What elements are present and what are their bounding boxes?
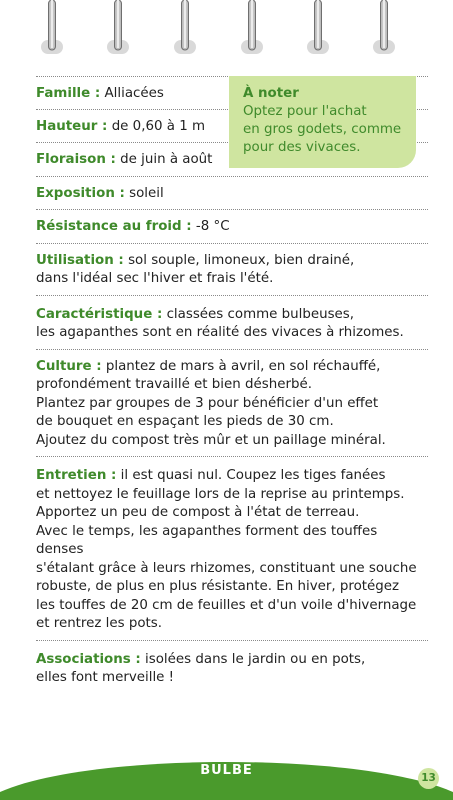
field-associations — [36, 640, 428, 694]
spiral-ring — [174, 0, 196, 54]
field-value-line: elles font merveille ! — [36, 670, 175, 685]
spiral-binding — [0, 0, 453, 62]
field-value-line: les touffes de 20 cm de feuilles et d'un voile d'hivernage — [36, 597, 417, 613]
section-label: BULBE — [200, 763, 253, 778]
field-value-line: de bouquet en espaçant les pieds de 30 cm. — [36, 414, 334, 429]
field-label: Famille : — [36, 86, 101, 101]
field-utilisation — [36, 243, 428, 295]
field-label: Exposition : — [36, 185, 125, 201]
spiral-ring — [107, 0, 129, 54]
field-text — [36, 358, 428, 377]
field-value: isolées dans le jardin ou en pots, — [145, 651, 366, 667]
note-line: en gros godets, comme — [243, 122, 402, 137]
field-value: sol souple, limoneux, bien drainé, — [128, 252, 355, 268]
field-exposition — [36, 176, 428, 210]
spiral-ring — [41, 0, 63, 54]
note-line: pour des vivaces. — [243, 140, 361, 155]
field-value-line: Plantez par groupes de 3 pour bénéficier d'un effet — [36, 395, 379, 411]
field-label: Floraison : — [36, 152, 116, 167]
field-label: Culture : — [36, 358, 102, 374]
field-value: classées comme bulbeuses, — [166, 306, 355, 322]
spiral-rings — [41, 0, 395, 54]
field-value-line: et nettoyez le feuillage lors de la reprise au printemps. — [36, 486, 405, 502]
field-value-line: les agapanthes sont en réalité des vivaces à rhizomes. — [36, 325, 404, 340]
field-label: Entretien : — [36, 468, 117, 483]
field-entretien — [36, 456, 428, 640]
note-line: Optez pour l'achat — [243, 104, 367, 119]
field-value-line: s'étalant grâce à leurs rhizomes, constituant une souche — [36, 560, 417, 576]
spiral-ring — [307, 0, 329, 54]
field-value-line: et rentrez les pots. — [36, 616, 163, 631]
field-value: de 0,60 à 1 m — [111, 118, 206, 134]
page-number: 13 — [418, 768, 439, 789]
field-text — [36, 306, 428, 325]
plant-fact-sheet — [36, 76, 428, 694]
field-culture — [36, 349, 428, 457]
field-value: de juin à août — [120, 152, 213, 167]
field-value: plantez de mars à avril, en sol réchauffé, — [105, 358, 381, 374]
field-label: Associations : — [36, 651, 141, 667]
field-caracteristique — [36, 295, 428, 349]
field-value-line: Avec le temps, les agapanthes forment des touffes denses — [36, 523, 378, 557]
field-value: Alliacées — [104, 86, 164, 101]
field-value: soleil — [129, 185, 164, 201]
field-label: Utilisation : — [36, 252, 124, 268]
note-box — [229, 76, 416, 168]
field-text — [36, 651, 428, 670]
field-value-line: Ajoutez du compost très mûr et un paillage minéral. — [36, 432, 386, 448]
spiral-ring — [373, 0, 395, 54]
field-text — [36, 218, 428, 237]
field-text — [36, 185, 428, 204]
field-text — [36, 252, 428, 271]
field-value-line: dans l'idéal sec l'hiver et frais l'été. — [36, 271, 274, 286]
field-label: Caractéristique : — [36, 306, 163, 322]
field-value: -8 °C — [195, 219, 230, 234]
field-label: Hauteur : — [36, 118, 108, 134]
note-title: À noter — [243, 86, 299, 101]
field-resistance-froid — [36, 209, 428, 243]
field-value-line: Apportez un peu de compost à l'état de terreau. — [36, 505, 360, 520]
field-text — [36, 467, 428, 486]
field-value: il est quasi nul. Coupez les tiges fanées — [120, 468, 386, 483]
spiral-ring — [241, 0, 263, 54]
field-label: Résistance au froid : — [36, 219, 192, 234]
field-value-line: robuste, de plus en plus résistante. En hiver, protégez — [36, 579, 400, 594]
field-value-line: profondément travaillé et bien désherbé. — [36, 377, 312, 392]
